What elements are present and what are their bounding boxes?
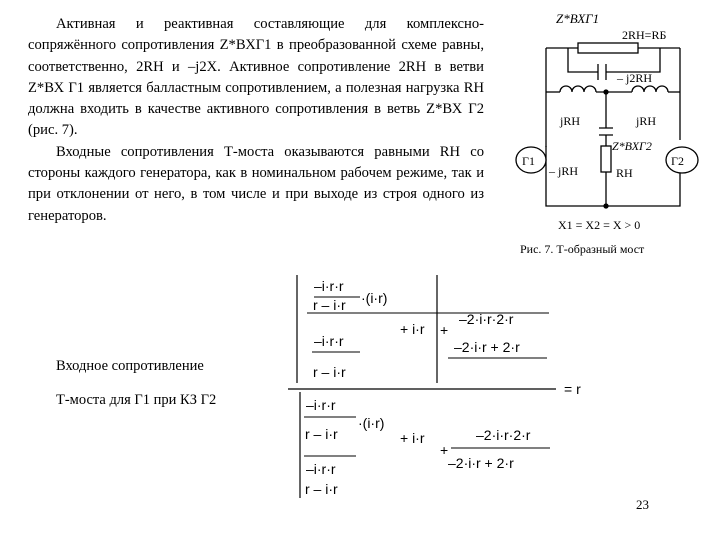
label-l-left: jRН (560, 114, 581, 128)
label-c-mid: – jRН (549, 164, 579, 178)
inductor-right (632, 86, 668, 92)
bottom-plus-ir: + i·r (400, 430, 425, 446)
capacitor-mid (599, 128, 613, 135)
equals-r: = r (564, 381, 581, 397)
top-right-num: –2·i·r·2·r (459, 311, 514, 327)
bottom-term2-den: r – i·r (305, 481, 338, 497)
label-r-mid: RН (616, 166, 633, 180)
label-c-top: – j2RН (617, 71, 653, 85)
resistor-top (578, 43, 638, 53)
page-number: 23 (636, 497, 649, 512)
bottom-right-num: –2·i·r·2·r (476, 427, 531, 443)
resistor-mid (601, 146, 611, 172)
t-bridge-circuit (516, 43, 698, 208)
label-z-top: Z*ВХГ1 (556, 11, 600, 26)
inductor-left (560, 86, 596, 92)
top-term-mul: ·(i·r) (361, 290, 388, 306)
top-plus: + (440, 322, 449, 338)
label-condition: X1 = X2 = X > 0 (558, 218, 641, 232)
bottom-right-den: –2·i·r + 2·r (448, 455, 514, 471)
capacitor-top (598, 64, 606, 80)
figure-caption: Рис. 7. Т-образный мост (520, 242, 645, 256)
top-right-den: –2·i·r + 2·r (454, 339, 520, 355)
formula-label-line1: Входное сопротивление (56, 358, 204, 374)
label-z-mid: Z*ВХГ2 (612, 139, 652, 153)
top-term-num: –i·r·r (314, 278, 344, 294)
bottom-term-den: r – i·r (305, 426, 338, 442)
label-r-top: 2RН=RБ (622, 28, 667, 42)
bottom-term-num: –i·r·r (306, 397, 336, 413)
label-gen1: Г1 (522, 154, 535, 168)
label-gen2: Г2 (671, 154, 684, 168)
paragraph-1: Активная и реактивная составляющие для комплексно-сопряжённого сопротивления Z*ВХГ1 в преобразованной схеме равны, соответственно, 2RН и –j2X. Активное сопротивление 2RН в ветви Z*ВХ Г1 является балластным сопротивлением, а полезная нагрузка RН должна входить в качестве активного сопротивления в ветвь Z*ВХ Г2 (рис. 7). (28, 16, 484, 139)
paragraph-2: Входные сопротивления Т-моста оказываются равными RН со стороны каждого генератора, как в номинальном рабочем режиме, так и при отклонении от него, в том числе и при выходе из строя одного из генераторов. (28, 143, 484, 224)
top-term-den: r – i·r (313, 297, 346, 313)
bottom-term2-num: –i·r·r (306, 461, 336, 477)
top-term2-num: –i·r·r (314, 333, 344, 349)
top-plus-ir: + i·r (400, 321, 425, 337)
bottom-term-mul: ·(i·r) (358, 415, 385, 431)
label-l-right: jRН (636, 114, 657, 128)
top-term2-den: r – i·r (313, 364, 346, 380)
formula-label-line2: Т-моста для Г1 при КЗ Г2 (56, 392, 217, 408)
bottom-plus: + (440, 442, 449, 458)
